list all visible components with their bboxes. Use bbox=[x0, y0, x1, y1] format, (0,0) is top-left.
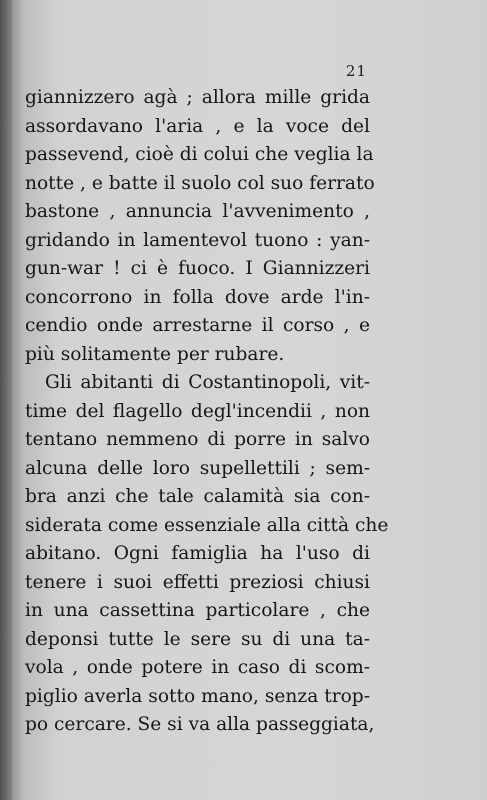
text-line: cendio onde arrestarne il corso , e bbox=[25, 315, 370, 336]
text-line: concorrono in folla dove arde l'in- bbox=[25, 286, 370, 308]
page-number: 21 bbox=[345, 62, 367, 80]
text-line: abitano. Ogni famiglia ha l'uso di bbox=[25, 543, 370, 564]
text-line: assordavano l'aria , e la voce del bbox=[25, 115, 370, 137]
text-line: Gli abitanti di Costantinopoli, vit- bbox=[45, 372, 370, 393]
text-line: po cercare. Se si va alla passeggiata, bbox=[25, 714, 375, 735]
text-line: in una cassettina particolare , che bbox=[25, 600, 370, 621]
text-line: giannizzero agà ; allora mille grida bbox=[25, 87, 370, 108]
text-line: notte , e batte il suolo col suo ferrato bbox=[25, 172, 375, 194]
text-line: piglio averla sotto mano, senza trop- bbox=[25, 685, 370, 707]
text-line: più solitamente per rubare. bbox=[25, 343, 285, 365]
text-line: deponsi tutte le sere su di una ta- bbox=[25, 628, 370, 650]
text-line: bastone , annuncia l'avvenimento , bbox=[25, 201, 370, 222]
text-line: time del flagello degl'incendii , non bbox=[25, 400, 370, 422]
text-line: vola , onde potere in caso di scom- bbox=[25, 657, 370, 678]
body-text bbox=[25, 84, 389, 740]
text-line: tenere i suoi effetti preziosi chiusi bbox=[25, 571, 370, 593]
text-line: gridando in lamentevol tuono : yan- bbox=[25, 229, 370, 251]
text-line: siderata come essenziale alla città che bbox=[25, 514, 389, 536]
text-line: passevend, cioè di colui che veglia la bbox=[25, 144, 374, 165]
text-line: tentano nemmeno di porre in salvo bbox=[25, 429, 370, 450]
page-gutter-shadow bbox=[0, 0, 12, 800]
text-line: bra anzi che tale calamità sia con- bbox=[25, 486, 370, 507]
text-line: gun-war ! ci è fuoco. I Giannizzeri bbox=[25, 258, 370, 279]
text-line: alcuna delle loro supellettili ; sem- bbox=[25, 457, 370, 479]
